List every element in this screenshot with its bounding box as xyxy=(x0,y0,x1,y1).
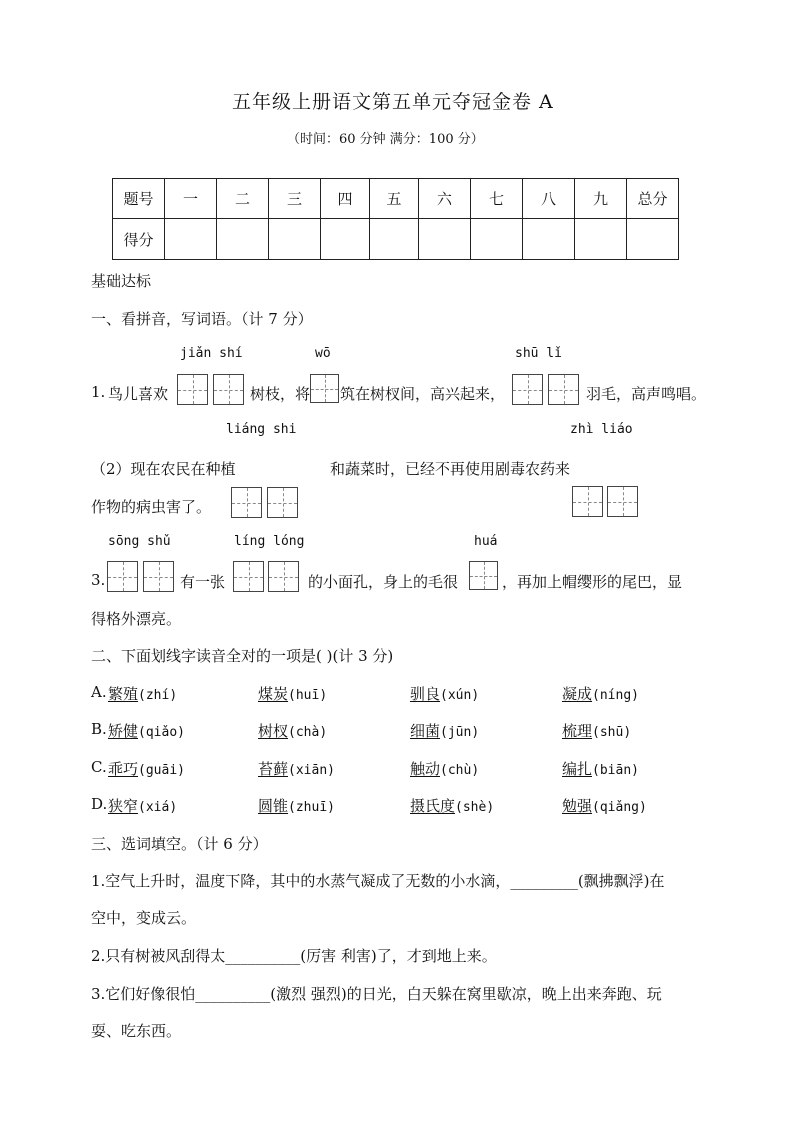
sentence-text: 得格外漂亮。 xyxy=(91,610,182,628)
underlined-word: 凝成 xyxy=(562,685,593,703)
score-table-col: 六 xyxy=(419,179,471,219)
option-pinyin: (shè) xyxy=(455,800,495,815)
writing-grid-box[interactable] xyxy=(548,374,579,405)
writing-grid-box[interactable] xyxy=(231,487,262,518)
exam-info: （时间：60 分钟 满分：100 分） xyxy=(287,132,484,147)
score-table-col: 二 xyxy=(217,179,269,219)
score-table-col: 总分 xyxy=(627,179,679,219)
underlined-word: 狭窄 xyxy=(108,797,139,815)
section-heading: 基础达标 xyxy=(91,272,152,290)
writing-grid-box[interactable] xyxy=(310,374,339,403)
score-table xyxy=(112,178,679,260)
option-pinyin: (zhí) xyxy=(138,688,178,703)
score-table-score-row xyxy=(113,219,679,260)
underlined-word: 触动 xyxy=(410,760,441,778)
option-item xyxy=(108,720,185,741)
pinyin-label: jiǎn shí xyxy=(180,346,243,361)
score-cell[interactable] xyxy=(419,219,471,260)
sentence-text: （2）现在农民在种植 xyxy=(91,460,236,478)
underlined-word: 繁殖 xyxy=(108,685,139,703)
underlined-word: 摄氏度 xyxy=(410,797,456,815)
question-1-heading: 一、看拼音，写词语。（计 7 分） xyxy=(91,310,313,328)
option-item xyxy=(410,795,494,816)
score-cell[interactable] xyxy=(523,219,575,260)
sentence-text: 和蔬菜时，已经不再使用剧毒农药来 xyxy=(330,460,571,478)
option-pinyin: (níng) xyxy=(592,688,639,703)
question-3-number: 3. xyxy=(91,571,106,589)
underlined-word: 编扎 xyxy=(562,760,593,778)
option-item xyxy=(108,758,185,779)
pinyin-label: líng lóng xyxy=(234,534,305,549)
writing-grid-box[interactable] xyxy=(512,374,543,405)
sentence-text: 有一张 xyxy=(180,573,226,591)
score-cell[interactable] xyxy=(217,219,269,260)
option-letter: A. xyxy=(91,683,107,701)
score-table-col: 五 xyxy=(370,179,419,219)
option-pinyin: (biān) xyxy=(592,763,639,778)
option-item xyxy=(108,683,177,704)
score-table-col: 一 xyxy=(165,179,217,219)
pinyin-label: liáng shi xyxy=(226,422,297,437)
option-item xyxy=(258,758,335,779)
option-item xyxy=(410,758,479,779)
score-table-col: 八 xyxy=(523,179,575,219)
fill-blank-sentence: 空中，变成云。 xyxy=(91,909,197,927)
pinyin-label: wō xyxy=(315,346,331,361)
score-table-col: 四 xyxy=(321,179,370,219)
option-pinyin: (jūn) xyxy=(440,725,480,740)
score-cell[interactable] xyxy=(575,219,627,260)
underlined-word: 驯良 xyxy=(410,685,441,703)
option-letter: B. xyxy=(91,720,107,738)
sentence-text: 作物的病虫害了。 xyxy=(91,498,212,516)
underlined-word: 矫健 xyxy=(108,722,139,740)
option-item xyxy=(258,720,327,741)
option-pinyin: (xiá) xyxy=(138,800,178,815)
underlined-word: 乖巧 xyxy=(108,760,139,778)
underlined-word: 梳理 xyxy=(562,722,593,740)
writing-grid-box[interactable] xyxy=(213,374,244,405)
writing-grid-box[interactable] xyxy=(107,561,138,592)
writing-grid-box[interactable] xyxy=(268,561,299,592)
option-pinyin: (guāi) xyxy=(138,763,185,778)
score-table-col: 七 xyxy=(471,179,523,219)
underlined-word: 煤炭 xyxy=(258,685,289,703)
pinyin-label: huá xyxy=(474,534,498,549)
underlined-word: 细菌 xyxy=(410,722,441,740)
option-letter: D. xyxy=(91,795,108,813)
option-item xyxy=(562,758,639,779)
fill-blank-sentence: 1.空气上升时，温度下降，其中的水蒸气凝成了无数的小水滴，_________(飘拂飘浮)在 xyxy=(91,872,665,890)
option-pinyin: (shū) xyxy=(592,725,632,740)
score-cell[interactable] xyxy=(471,219,523,260)
pinyin-label: zhì liáo xyxy=(570,422,633,437)
writing-grid-box[interactable] xyxy=(233,561,264,592)
score-cell[interactable] xyxy=(269,219,321,260)
page-title: 五年级上册语文第五单元夺冠金卷 A xyxy=(232,91,554,113)
sentence-text: 的小面孔，身上的毛很 xyxy=(308,573,459,591)
score-cell[interactable] xyxy=(165,219,217,260)
fill-blank-sentence: 耍、吃东西。 xyxy=(91,1022,182,1040)
sentence-text: 羽毛，高声鸣唱。 xyxy=(586,385,707,403)
underlined-word: 圆锥 xyxy=(258,797,289,815)
option-pinyin: (qiǎng) xyxy=(592,800,647,815)
option-item xyxy=(258,795,335,816)
score-table-row-label: 题号 xyxy=(113,179,165,219)
writing-grid-box[interactable] xyxy=(143,561,174,592)
pinyin-label: sōng shǔ xyxy=(108,534,171,549)
pinyin-label: shū lǐ xyxy=(515,346,562,361)
underlined-word: 苔藓 xyxy=(258,760,289,778)
score-table-row-label: 得分 xyxy=(113,219,165,260)
fill-blank-sentence: 2.只有树被风刮得太__________(厉害 利害)了，才到地上来。 xyxy=(91,947,497,965)
writing-grid-box[interactable] xyxy=(607,486,638,517)
score-cell[interactable] xyxy=(321,219,370,260)
writing-grid-box[interactable] xyxy=(469,561,498,590)
option-pinyin: (qiǎo) xyxy=(138,725,185,740)
score-table-header-row xyxy=(113,179,679,219)
writing-grid-box[interactable] xyxy=(267,487,298,518)
underlined-word: 树杈 xyxy=(258,722,289,740)
score-cell[interactable] xyxy=(627,219,679,260)
option-pinyin: (huī) xyxy=(288,688,328,703)
option-pinyin: (xún) xyxy=(440,688,480,703)
option-item xyxy=(410,683,479,704)
underlined-word: 勉强 xyxy=(562,797,593,815)
writing-grid-box[interactable] xyxy=(177,374,208,405)
option-pinyin: (xiān) xyxy=(288,763,335,778)
option-item xyxy=(562,683,639,704)
option-item xyxy=(562,795,647,816)
score-table-col: 三 xyxy=(269,179,321,219)
sentence-text: 树枝，将 xyxy=(250,385,311,403)
option-letter: C. xyxy=(91,758,107,776)
question-1-number: 1. xyxy=(91,383,106,401)
option-item xyxy=(258,683,327,704)
option-item xyxy=(562,720,631,741)
score-table-col: 九 xyxy=(575,179,627,219)
score-cell[interactable] xyxy=(370,219,419,260)
sentence-text: 筑在树杈间，高兴起来， xyxy=(340,385,506,403)
question-3-heading: 三、选词填空。（计 6 分） xyxy=(91,835,268,853)
fill-blank-sentence: 3.它们好像很怕__________(激烈 强烈)的日光，白天躲在窝里歇凉，晚上出来奔跑、玩 xyxy=(91,985,662,1003)
option-pinyin: (chù) xyxy=(440,763,480,778)
sentence-text: ，再加上帽缨形的尾巴，显 xyxy=(502,573,683,591)
option-pinyin: (zhuī) xyxy=(288,800,335,815)
question-2-heading: 二、下面划线字读音全对的一项是( )(计 3 分) xyxy=(91,647,394,665)
option-item xyxy=(410,720,479,741)
option-item xyxy=(108,795,177,816)
option-pinyin: (chà) xyxy=(288,725,328,740)
writing-grid-box[interactable] xyxy=(572,486,603,517)
sentence-text: 鸟儿喜欢 xyxy=(108,385,169,403)
